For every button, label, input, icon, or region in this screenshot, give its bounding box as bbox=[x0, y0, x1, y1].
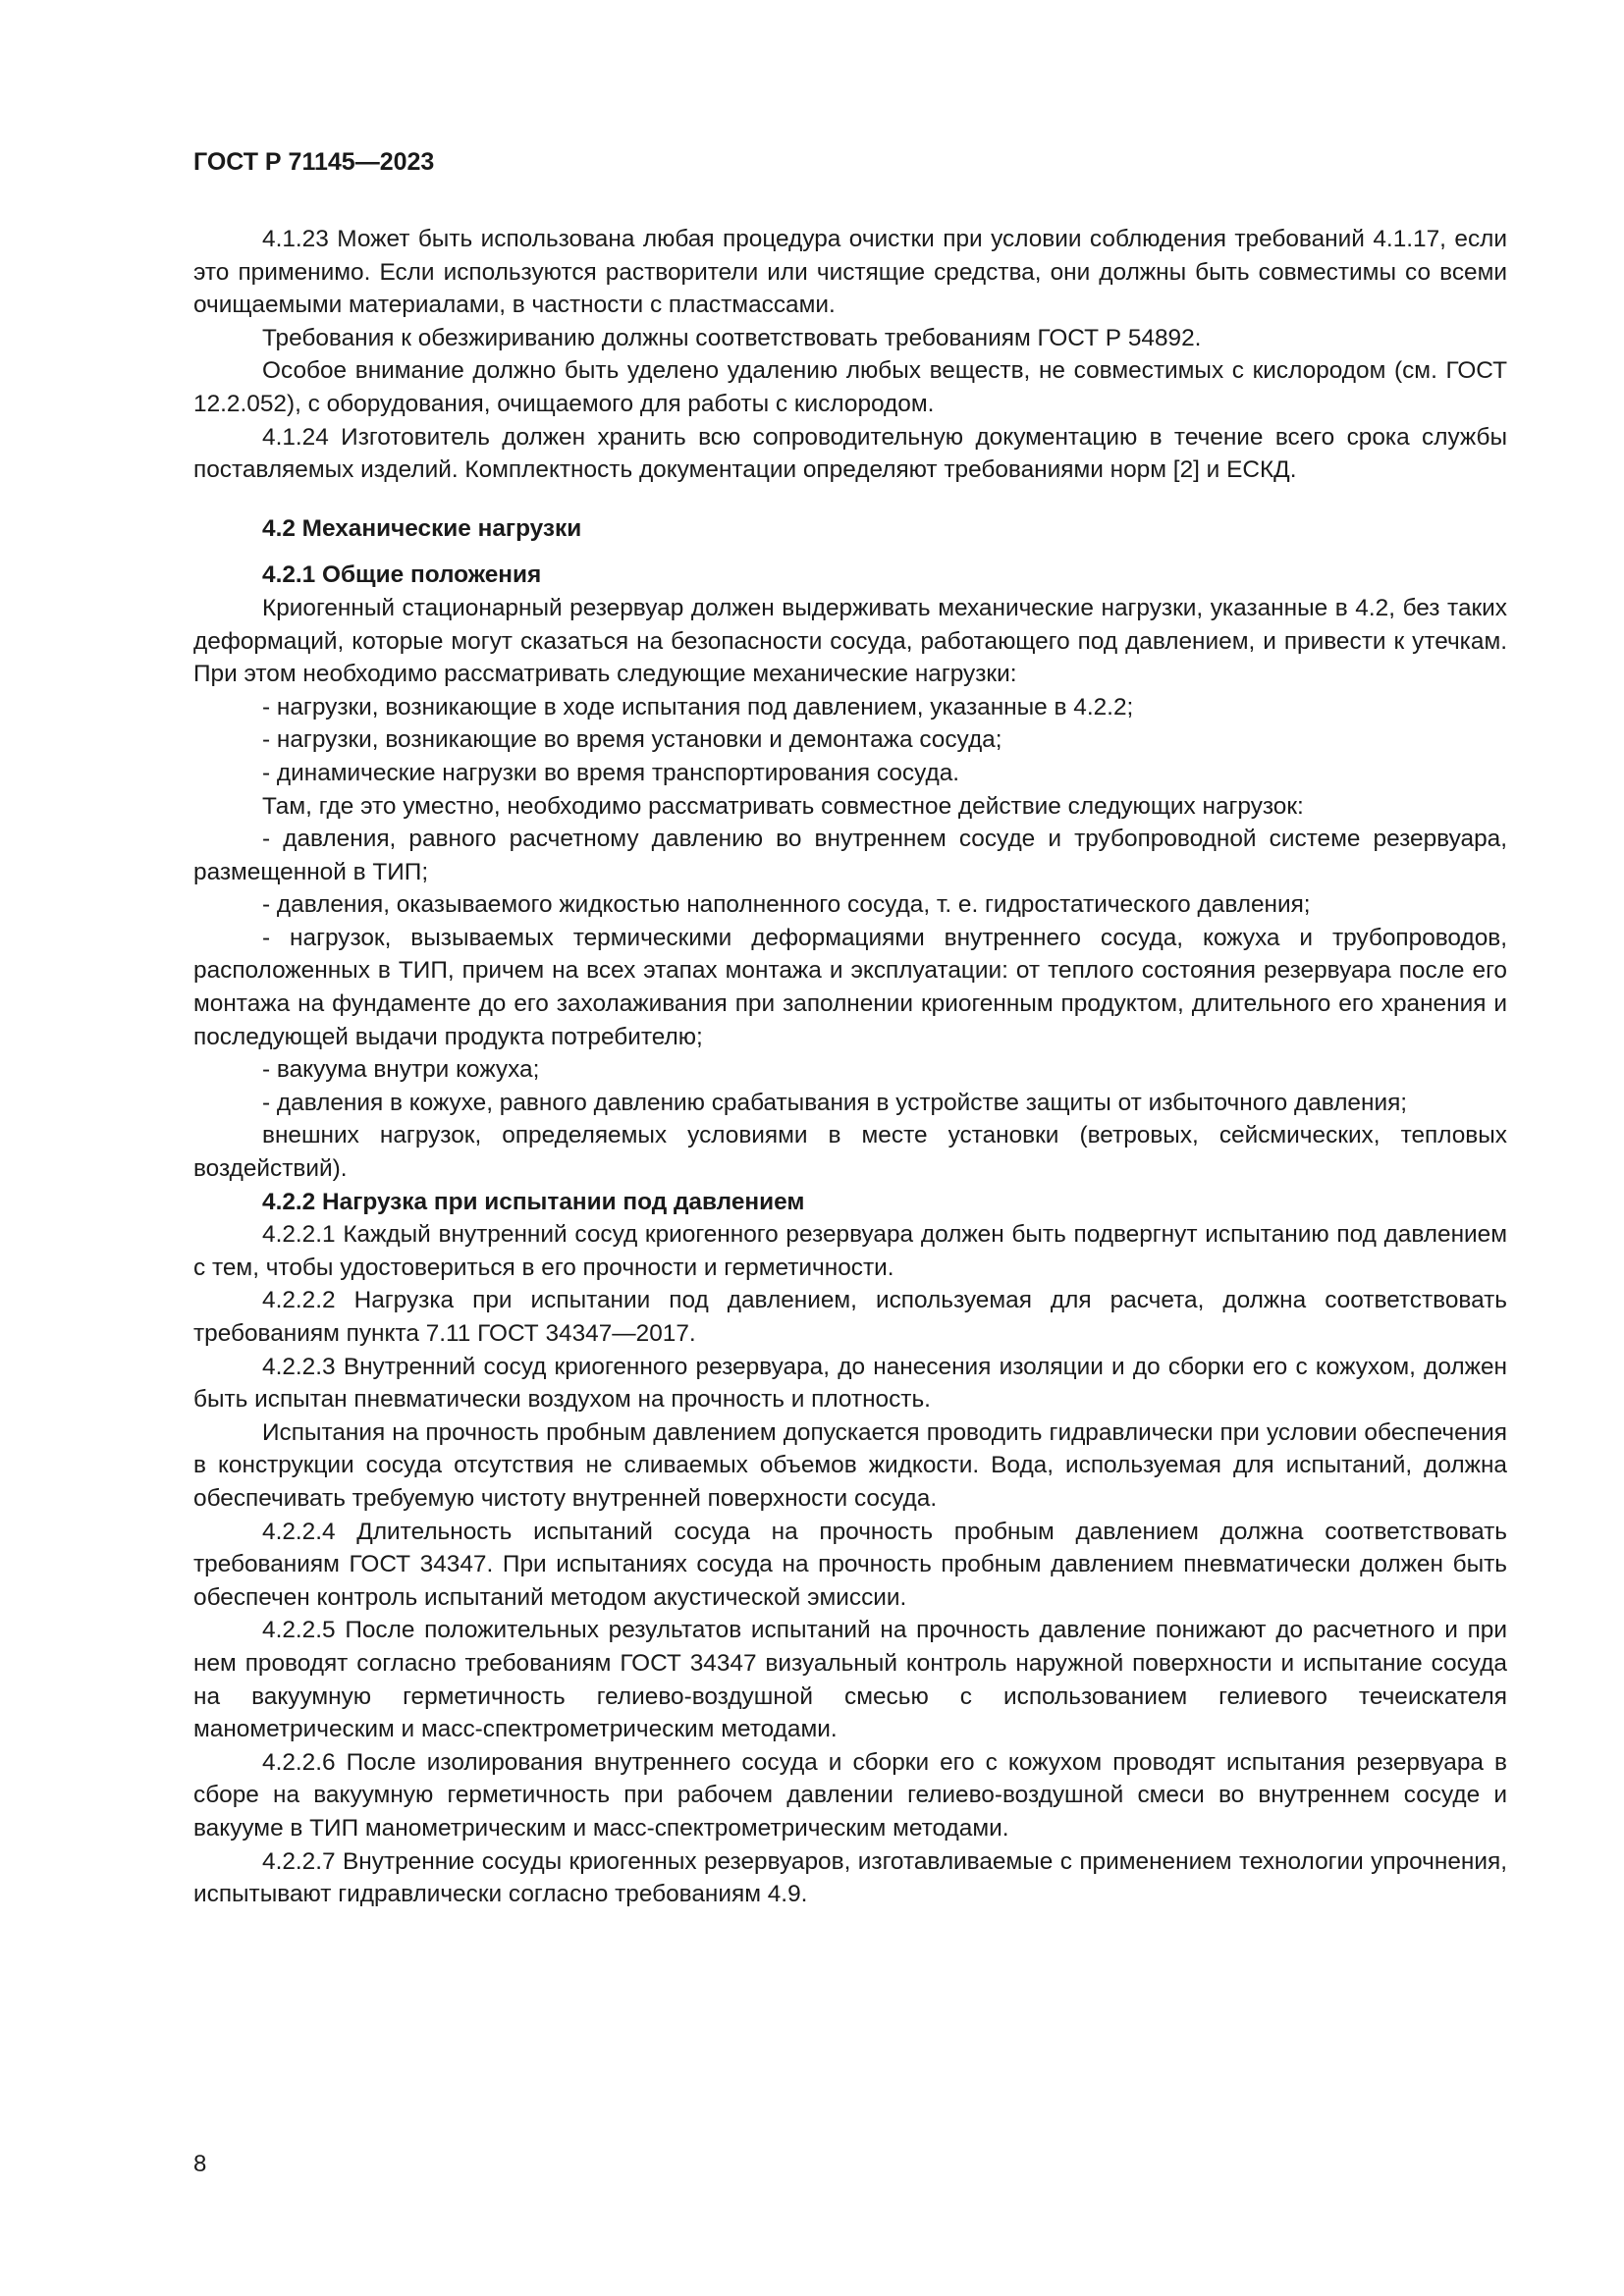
page-number: 8 bbox=[193, 2151, 207, 2177]
paragraph-general-intro: Криогенный стационарный резервуар должен выдерживать механические нагрузки, указанные в 4.2, без таких деформаций, которые могут сказаться на безопасности сосуда, работающего под давлением, и привести к утечкам. При этом необходимо рассматривать следующие механические нагрузки: bbox=[193, 594, 1507, 688]
subsection-heading-4-2-1: 4.2.1 Общие положения bbox=[262, 561, 542, 589]
paragraph-4-2-2-7: 4.2.2.7 Внутренние сосуды криогенных резервуаров, изготавливаемые с применением технологии упрочнения, испытывают гидравлически согласно требованиям 4.9. bbox=[193, 1847, 1507, 1908]
paragraph-4-1-23: 4.1.23 Может быть использована любая процедура очистки при условии соблюдения требований 4.1.17, если это применимо. Если используются растворители или чистящие средства, они должны быть совместимы со всеми очищаемыми материалами, в частности с пластмассами. bbox=[193, 226, 1507, 319]
paragraph-4-2-2-6: 4.2.2.6 После изолирования внутреннего сосуда и сборки его с кожухом проводят испытания резервуара в сборе на вакуумную герметичность при рабочем давлении гелиево-воздушной смеси во внутреннем сосуде и вакууме в ТИП манометрическим и масс-спектрометрическим методами. bbox=[193, 1748, 1507, 1842]
list-item-combined-1: - давления, равного расчетному давлению во внутреннем сосуде и трубопроводной системе резервуара, размещенной в ТИП; bbox=[193, 826, 1507, 885]
list-item-combined-6: внешних нагрузок, определяемых условиями в месте установки (ветровых, сейсмических, тепловых воздействий). bbox=[193, 1122, 1507, 1183]
list-item-combined-5: - давления в кожухе, равного давлению срабатывания в устройстве защиты от избыточного давления; bbox=[262, 1089, 1408, 1116]
list-item-combined-3: - нагрузок, вызываемых термическими деформациями внутреннего сосуда, кожуха и трубопроводов, расположенных в ТИП, причем на всех этапах монтажа и эксплуатации: от теплого состояния резервуара после его монтажа на фундаменте до его захолаживания при заполнении криогенным продуктом, длительного его хранения и последующей выдачи продукта потребителю; bbox=[193, 924, 1507, 1050]
section-heading-4-2: 4.2 Механические нагрузки bbox=[262, 514, 582, 542]
paragraph-degreasing: Требования к обезжириванию должны соответствовать требованиям ГОСТ Р 54892. bbox=[262, 324, 1202, 351]
document-body bbox=[193, 223, 1507, 1911]
subsection-heading-4-2-2: 4.2.2 Нагрузка при испытании под давлением bbox=[262, 1188, 805, 1215]
paragraph-4-2-2-1: 4.2.2.1 Каждый внутренний сосуд криогенного резервуара должен быть подвергнут испытанию под давлением с тем, чтобы удостовериться в его прочности и герметичности. bbox=[193, 1221, 1507, 1281]
paragraph-4-2-2-5: 4.2.2.5 После положительных результатов испытаний на прочность давление понижают до расчетного и при нем проводят согласно требованиям ГОСТ 34347 визуальный контроль наружной поверхности и испытание сосуда на вакуумную герметичность гелиево-воздушной смесью с использованием гелиевого течеискателя манометрическим и масс-спектрометрическим методами. bbox=[193, 1617, 1507, 1743]
list-item-combined-2: - давления, оказываемого жидкостью наполненного сосуда, т. е. гидростатического давления; bbox=[262, 891, 1311, 919]
list-item-load-2: - нагрузки, возникающие во время установки и демонтажа сосуда; bbox=[262, 726, 1002, 754]
list-item-load-1: - нагрузки, возникающие в ходе испытания под давлением, указанные в 4.2.2; bbox=[262, 693, 1134, 721]
paragraph-hydro-test: Испытания на прочность пробным давлением допускается проводить гидравлически при условии обеспечения в конструкции сосуда отсутствия не сливаемых объемов жидкости. Вода, используемая для испытаний, должна обеспечивать требуемую чистоту внутренней поверхности сосуда. bbox=[193, 1418, 1507, 1512]
list-item-combined-4: - вакуума внутри кожуха; bbox=[262, 1056, 540, 1084]
paragraph-4-2-2-3: 4.2.2.3 Внутренний сосуд криогенного резервуара, до нанесения изоляции и до сборки его с кожухом, должен быть испытан пневматически воздухом на прочность и плотность. bbox=[193, 1353, 1507, 1414]
paragraph-combined-intro: Там, где это уместно, необходимо рассматривать совместное действие следующих нагрузок: bbox=[262, 792, 1304, 820]
paragraph-4-2-2-4: 4.2.2.4 Длительность испытаний сосуда на прочность пробным давлением должна соответствовать требованиям ГОСТ 34347. При испытаниях сосуда на прочность пробным давлением пневматически должен быть обеспечен контроль испытаний методом акустической эмиссии. bbox=[193, 1518, 1507, 1611]
paragraph-4-2-2-2: 4.2.2.2 Нагрузка при испытании под давлением, используемая для расчета, должна соответствовать требованиям пункта 7.11 ГОСТ 34347—2017. bbox=[193, 1287, 1507, 1347]
paragraph-4-1-24: 4.1.24 Изготовитель должен хранить всю сопроводительную документацию в течение всего срока службы поставляемых изделий. Комплектность документации определяют требованиями норм [2] и ЕСКД. bbox=[193, 423, 1507, 484]
document-code-header: ГОСТ Р 71145—2023 bbox=[193, 148, 435, 176]
list-item-load-3: - динамические нагрузки во время транспортирования сосуда. bbox=[262, 759, 960, 786]
paragraph-oxygen: Особое внимание должно быть уделено удалению любых веществ, не совместимых с кислородом (см. ГОСТ 12.2.052), с оборудования, очищаемого для работы с кислородом. bbox=[193, 357, 1507, 417]
